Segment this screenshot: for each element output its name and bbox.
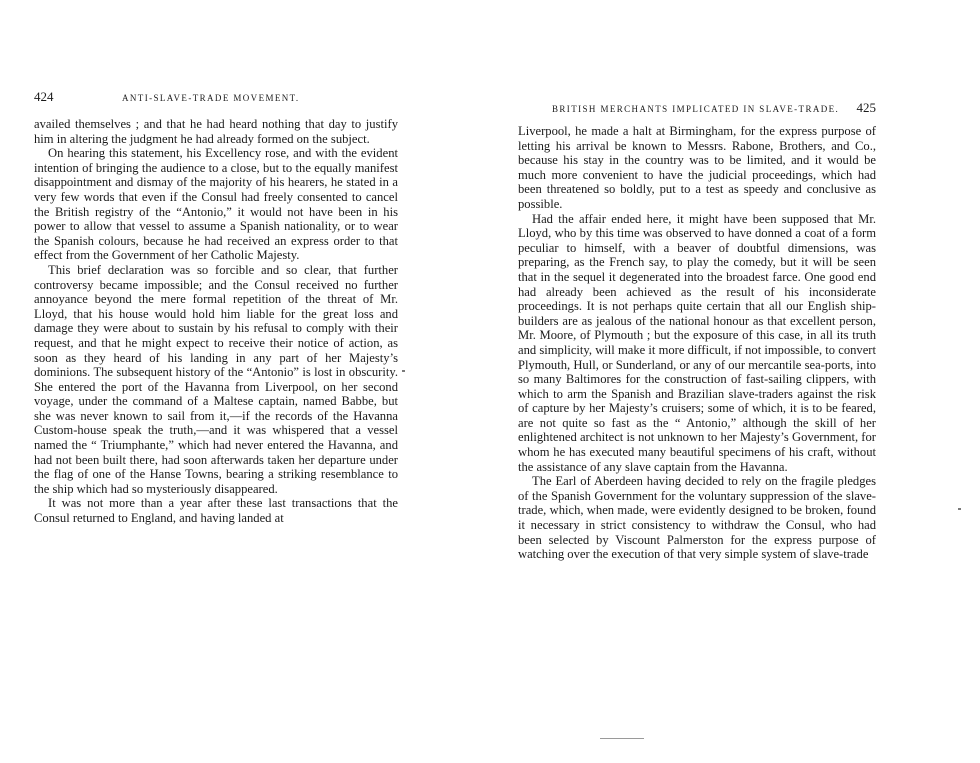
left-paragraph-3: This brief declaration was so forcible and so clear, that further controversy became impossible; and the Consul received no further annoyance beyond the mere formal repetition of the threat of Mr. Lloyd, that his house would hold him liable for the great loss and damage they were about to sustain by his refusal to comply with their request, and that he might expect to receive their notice of action, as soon as they heard of his landing in any part of her Majesty’s dominions. The subsequent history of the “Antonio” is lost in obscurity. She entered the port of the Havanna from Liverpool, on her second voyage, under the command of a Maltese captain, named Babbe, but she was never known to sail from it,—if the records of the Havanna Custom-house speak the truth,—and it was whispered that a vessel named the “ Triumphante,” which had never entered the Havanna, and had not been built there, had soon afterwards taken her departure under the flag of one of the Hanse Towns, bearing a striking resemblance to the ship which had so mysteriously disappeared.	[34, 262, 398, 496]
margin-speck	[958, 508, 961, 510]
right-page-number: 425	[856, 100, 876, 115]
left-paragraph-1: availed themselves ; and that he had heard nothing that day to justify him in altering the judgment he had already formed on the subject.	[34, 117, 398, 146]
left-page-number: 424	[34, 89, 54, 104]
left-body-text	[34, 117, 398, 526]
left-paragraph-2: On hearing this statement, his Excellency rose, and with the evident intention of bringing the audience to a close, but to the equally manifest disappointment and dismay of the majority of his hearers, he stated in a very few words that even if the Consul had freely consented to cancel the British registry of the “Antonio,” it would not have been in his power to allow that vessel to assume a Spanish nationality, or to wear the Spanish colours, because he had received an express order to that effect from the Government of her Catholic Majesty.	[34, 146, 398, 263]
margin-speck	[402, 370, 405, 372]
left-running-head-title: ANTI-SLAVE-TRADE MOVEMENT.	[122, 93, 300, 103]
left-running-head	[34, 89, 398, 105]
left-paragraph-4: It was not more than a year after these last transactions that the Consul returned to England, and having landed at	[34, 496, 398, 526]
right-body-text	[518, 124, 876, 562]
footer-rule	[600, 738, 644, 739]
right-running-head	[518, 100, 876, 116]
right-running-head-title: BRITISH MERCHANTS IMPLICATED IN SLAVE-TRADE.	[552, 104, 840, 114]
right-paragraph-1: Liverpool, he made a halt at Birmingham, for the express purpose of letting his arrival be known to Messrs. Rabone, Brothers, and Co., because his stay in the country was to be limited, and it would be much more convenient to have the judicial proceedings, which had been threatened so boldly, put to a test as speedy and conclusive as possible.	[518, 124, 876, 211]
right-paragraph-3: The Earl of Aberdeen having decided to rely on the fragile pledges of the Spanish Government for the voluntary suppression of the slave-trade, which, when made, were evidently designed to be broken, found it necessary in strict consistency to withdraw the Consul, who had been selected by Viscount Palmerston for the express purpose of watching over the execution of that very simple system of slave-trade	[518, 474, 876, 562]
right-paragraph-2: Had the affair ended here, it might have been supposed that Mr. Lloyd, who by this time was observed to have donned a coat of a form peculiar to himself, with a beaver of doubtful dimensions, was preparing, as the French say, to play the comedy, but it will be seen that in the sequel it degenerated into the broadest farce. One good end had already been achieved as the result of his inconsiderate proceedings. It is not perhaps quite certain that all our English ship-builders are as jealous of the national honour as that excellent person, Mr. Moore, of Plymouth ; but the exposure of this case, in all its truth and simplicity, will make it more difficult, if not impossible, to convert Plymouth, Hull, or Sunderland, or any of our mercantile sea-ports, into so many Baltimores for the construction of fast-sailing clippers, with which to arm the Spanish and Brazilian slave-traders against the risk of capture by her Majesty’s cruisers; some of which, it is to be feared, are not quite so fast as the “ Antonio,” although the skill of her enlightened architect is not unknown to her Majesty’s Government, for whom he has executed many beautiful specimens of his craft, without the assistance of any slave captain from the Havanna.	[518, 211, 876, 474]
